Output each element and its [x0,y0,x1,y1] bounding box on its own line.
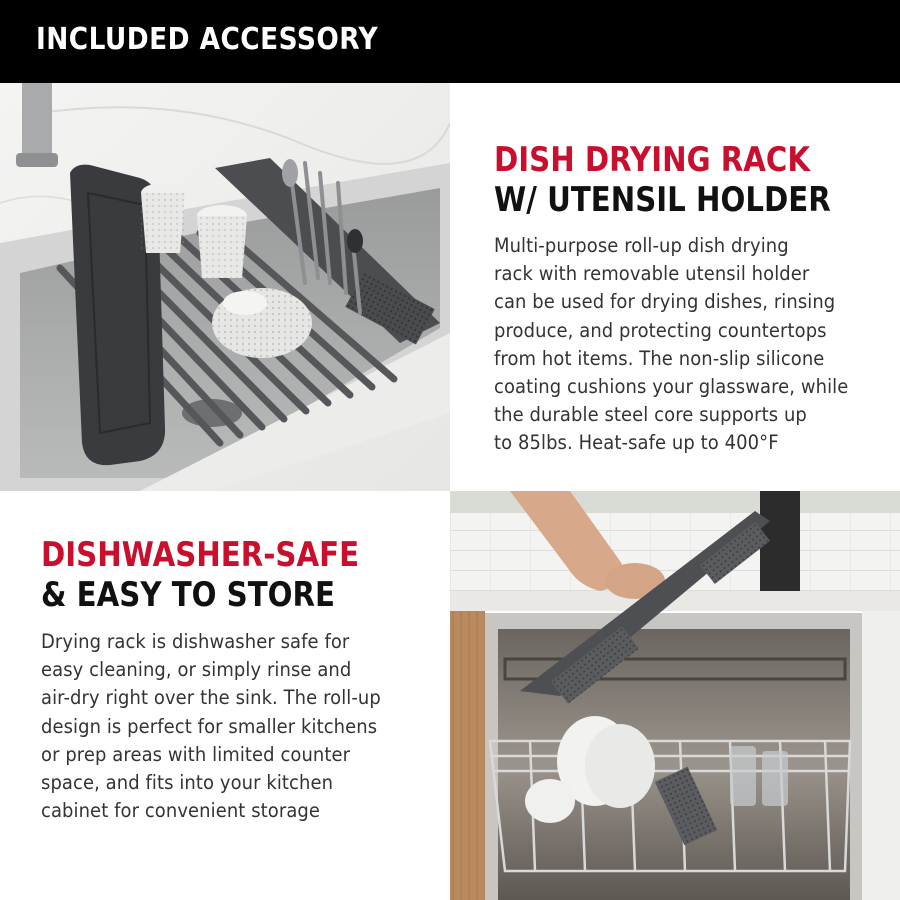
dishwasher-heading [41,535,359,615]
sink-rack-photo [0,83,450,491]
dishwasher-heading-line2: & EASY TO STORE [41,575,336,615]
rack-description-line: coating cushions your glassware, while [494,375,849,399]
dishwasher-description-line: space, and fits into your kitchen [41,771,334,795]
rack-description-line: produce, and protecting countertops [494,318,827,342]
rack-description-line: can be used for drying dishes, rinsing [494,290,836,314]
top-banner [0,0,900,83]
rack-heading-line2: W/ UTENSIL HOLDER [494,180,831,220]
dishwasher-description-line: easy cleaning, or simply rinse and [41,658,352,682]
rack-heading-line1: DISH DRYING RACK [494,140,811,180]
rack-description-line: rack with removable utensil holder [494,262,810,286]
dishwasher-heading-line1: DISHWASHER-SAFE [41,535,360,575]
rack-heading [494,140,831,220]
rack-description-line: from hot items. The non-slip silicone [494,346,825,370]
dishwasher-description-line: cabinet for convenient storage [41,799,321,823]
rack-description-line: Multi-purpose roll-up dish drying [494,234,789,257]
dishwasher-description-line: design is perfect for smaller kitchens [41,714,378,738]
banner-title: INCLUDED ACCESSORY [36,22,379,57]
dishwasher-description-line: or prep areas with limited counter [41,742,351,766]
dishwasher-description [41,628,445,825]
dishwasher-description-line: air-dry right over the sink. The roll-up [41,686,381,710]
dishwasher-photo [450,491,900,900]
dishwasher-description-line: Drying rack is dishwasher safe for [41,630,350,653]
rack-description [494,232,894,458]
rack-description-line: the durable steel core supports up [494,403,807,427]
rack-description-line: to 85lbs. Heat-safe up to 400°F [494,431,779,455]
